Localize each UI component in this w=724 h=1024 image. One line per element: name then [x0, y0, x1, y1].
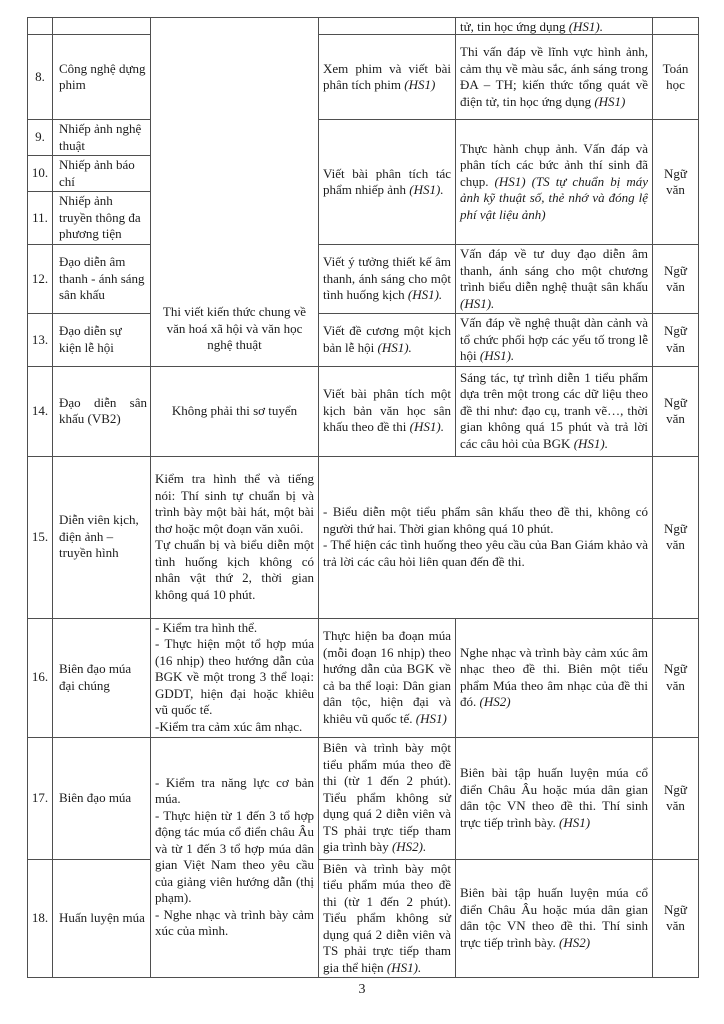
index-cell: 12. — [28, 245, 53, 314]
major-cell: Công nghệ dựng phim — [53, 35, 151, 120]
table-row-8 — [28, 35, 699, 120]
subject-cell: Ngữ văn — [653, 314, 699, 367]
cell-text: Biên và trình bày một tiểu phẩm múa theo đề thi (từ 1 đến 2 phút). Tiểu phẩm không sử dụng quá 2 diễn viên và TS phải trực tiếp tham gia thể hiện — [323, 860, 451, 975]
round1-merged-cell-8-13 — [151, 18, 319, 367]
exam2-cell — [456, 314, 653, 367]
paragraph: - Thể hiện các tình huống theo yêu cầu của Ban Giám khảo và trả lời các câu hỏi liên quan đến đề thi. — [323, 537, 648, 569]
subject-merged-cell-9-11: Ngữ văn — [653, 120, 699, 245]
hs-tag: (HS1). — [386, 959, 422, 975]
major-cell: Nhiếp ảnh báo chí — [53, 156, 151, 192]
exam-merged-cell — [319, 456, 653, 618]
subject-cell: Ngữ văn — [653, 456, 699, 618]
subject-cell: Ngữ văn — [653, 245, 699, 314]
hs-tag: (HS2). — [391, 839, 427, 855]
paragraph: - Nghe nhạc và trình bày cảm xúc của mình. — [155, 906, 314, 939]
major-cell: Đạo diễn âm thanh - ánh sáng sân khấu — [53, 245, 151, 314]
admission-exam-table — [27, 17, 699, 978]
exam2-cell — [456, 618, 653, 737]
index-cell: 13. — [28, 314, 53, 367]
round1-merged-cell-17-18 — [151, 737, 319, 978]
cell-text: Viết bài phân tích tác phẩm nhiếp ảnh — [323, 165, 451, 197]
exam2-cell — [456, 737, 653, 859]
cell-text: Sáng tác, tự trình diễn 1 tiểu phẩm dựa trên một trong các dữ liệu theo đề thi như: đạo cụ, tranh vẽ…, thời gian không quá 15 phút và trả lời các câu hỏi của BGK — [460, 369, 648, 451]
hs-tag: (HS1). — [407, 287, 443, 303]
cell-text: tử, tin học ứng dụng — [460, 18, 569, 34]
table-row-13 — [28, 314, 699, 367]
subject-cell: Ngữ văn — [653, 618, 699, 737]
hs-tag: (HS1). — [479, 348, 515, 363]
round1-cell — [151, 456, 319, 618]
subject-cell: Ngữ văn — [653, 859, 699, 978]
exam1-cell — [319, 314, 456, 367]
major-cell: Đạo diễn sự kiện lễ hội — [53, 314, 151, 367]
index-cell: 11. — [28, 192, 53, 245]
paragraph: Tự chuẩn bị và biểu diễn một tình huống kịch không có nhân vật thứ 2, thời gian không quá 10 phút. — [155, 537, 314, 602]
major-cell: Biên đạo múa — [53, 737, 151, 859]
subject-cell-empty — [653, 18, 699, 35]
major-cell: Đạo diễn sân khấu (VB2) — [53, 366, 151, 456]
exam1-cell — [319, 366, 456, 456]
index-cell: 8. — [28, 35, 53, 120]
major-cell-empty — [53, 18, 151, 35]
cell-text: Thi vấn đáp về lĩnh vực hình ảnh, cảm thụ về màu sắc, ánh sáng trong ĐA – TH; kiến thức tổng quát về điện tử, tin học ứng dụng — [460, 44, 648, 109]
hs-tag: (HS2) — [558, 934, 591, 950]
index-cell: 9. — [28, 120, 53, 156]
major-cell: Nhiếp ảnh nghệ thuật — [53, 120, 151, 156]
paragraph: - Thực hiện từ 1 đến 3 tổ hợp động tác múa cổ điển châu Âu và từ 1 đến 3 tổ hợp múa dân gian Việt Nam theo yêu cầu của giảng viên hướng dẫn (thị phạm). — [155, 807, 314, 906]
hs-tag: (HS1) — [558, 814, 591, 830]
hs-tag: (HS1) — [594, 93, 626, 109]
hs-tag: (HS1). — [568, 18, 603, 34]
exam1-cell — [319, 618, 456, 737]
index-cell-empty — [28, 18, 53, 35]
subject-cell: Toán học — [653, 35, 699, 120]
cell-text: Thực hiện ba đoạn múa (mỗi đoạn 16 nhịp) theo hướng dẫn của BGK về cả ba thể loại: Dân gian dân tộc, hiện đại và khiêu vũ quốc tế. — [323, 628, 451, 726]
index-cell: 17. — [28, 737, 53, 859]
index-cell: 16. — [28, 618, 53, 737]
exam1-cell — [319, 737, 456, 859]
index-cell: 15. — [28, 456, 53, 618]
hs-tag: (HS2) — [479, 694, 511, 709]
exam2-merged-cell-9-11 — [456, 120, 653, 245]
cell-text: Viết đề cương một kịch bản lễ hội — [323, 323, 451, 355]
cell-text: Viết bài phân tích một kịch bản văn học sân khấu theo đề thi — [323, 386, 451, 435]
major-cell: Huấn luyện múa — [53, 859, 151, 978]
hs-tag: (HS1) (TS tự chuẩn bị máy ảnh kỹ thuật số, thẻ nhớ và đóng lệ phí vật liệu ảnh) — [460, 173, 648, 222]
paragraph: - Thực hiện một tổ hợp múa (16 nhịp) theo hướng dẫn của BGK về một trong 3 thể loại: GDDT, hiện đại hoặc khiêu vũ quốc tế. — [155, 636, 314, 718]
hs-tag: (HS1). — [409, 182, 444, 197]
round1-cell: Không phải thi sơ tuyển — [151, 366, 319, 456]
cell-text: Vấn đáp về tư duy đạo diễn âm thanh, ánh sáng cho một chương trình biểu diễn nghệ thuật sân khấu — [460, 246, 648, 294]
table-row-14 — [28, 366, 699, 456]
hs-tag: (HS1). — [409, 419, 444, 435]
table-row-16 — [28, 618, 699, 737]
exam1-cell-empty — [319, 18, 456, 35]
hs-tag: (HS1) — [404, 77, 436, 92]
paragraph: - Kiểm tra năng lực cơ bản múa. — [155, 774, 314, 807]
page-number: 3 — [358, 982, 366, 997]
cell-text: Biên và trình bày một tiểu phẩm múa theo đề thi (từ 1 đến 2 phút). Tiểu phẩm không sử dụng quá 2 diễn viên và TS phải trực tiếp tham gia trình bày — [323, 740, 451, 855]
table-row-12 — [28, 245, 699, 314]
subject-cell: Ngữ văn — [653, 737, 699, 859]
exam2-cell — [456, 245, 653, 314]
paragraph: -Kiểm tra cảm xúc âm nhạc. — [155, 718, 303, 734]
table-row-17 — [28, 737, 699, 859]
index-cell: 18. — [28, 859, 53, 978]
exam2-cell — [456, 859, 653, 978]
hs-tag: (HS1) — [415, 710, 447, 726]
cell-text: Xem phim và viết bài phân tích phim — [323, 60, 451, 92]
paragraph: - Biểu diễn một tiểu phẩm sân khấu theo đề thi, không có người thứ hai. Thời gian không quá 10 phút. — [323, 504, 648, 536]
exam2-continuation-cell — [456, 18, 653, 35]
exam1-cell — [319, 245, 456, 314]
major-cell: Biên đạo múa đại chúng — [53, 618, 151, 737]
exam1-merged-cell-9-11 — [319, 120, 456, 245]
hs-tag: (HS1). — [573, 435, 608, 451]
exam1-cell — [319, 35, 456, 120]
index-cell: 10. — [28, 156, 53, 192]
hs-tag: (HS1). — [377, 339, 412, 355]
cell-text: Biên bài tập huấn luyện múa cổ điển Châu Âu hoặc múa dân gian dân tộc VN theo đề thi. Thí sinh trực tiếp trình bày. — [460, 765, 648, 830]
cell-text: Biên bài tập huấn luyện múa cổ điển Châu Âu hoặc múa dân gian dân tộc VN theo đề thi. Thí sinh trực tiếp trình bày. — [460, 885, 648, 950]
major-cell: Nhiếp ảnh truyền thông đa phương tiện — [53, 192, 151, 245]
paragraph: - Kiểm tra hình thể. — [155, 619, 258, 635]
table-row-18 — [28, 859, 699, 978]
cell-text: Thực hành chụp ảnh. Vấn đáp và phân tích các bức ảnh thí sinh đã chụp. — [460, 140, 648, 189]
round1-cell — [151, 618, 319, 737]
cell-text: Vấn đáp về nghệ thuật dàn cảnh và tổ chức phối hợp các yếu tố trong lễ hội — [460, 315, 648, 363]
paragraph: Kiểm tra hình thể và tiếng nói: Thí sinh tự chuẩn bị và trình bày một bài hát, một bài thơ hoặc một đoạn văn xuôi. — [155, 471, 314, 536]
hs-tag: (HS1). — [460, 295, 495, 311]
index-cell: 14. — [28, 366, 53, 456]
row-7-continuation — [28, 18, 699, 35]
exam2-cell — [456, 366, 653, 456]
round1-group-text: Thi viết kiến thức chung về văn hoá xã hội và văn học nghệ thuật — [162, 304, 307, 352]
exam2-cell — [456, 35, 653, 120]
cell-text: Viết ý tưởng thiết kế âm thanh, ánh sáng cho một tình huống kịch — [323, 254, 451, 303]
subject-cell: Ngữ văn — [653, 366, 699, 456]
cell-text: Nghe nhạc và trình bày cảm xúc âm nhạc theo đề thi. Biên một tiểu phẩm Múa theo âm nhạc của đề thi đó. — [460, 644, 648, 709]
table-row-9 — [28, 120, 699, 156]
table-row-15 — [28, 456, 699, 618]
exam1-cell — [319, 859, 456, 978]
major-cell: Diễn viên kịch, điện ảnh – truyền hình — [53, 456, 151, 618]
